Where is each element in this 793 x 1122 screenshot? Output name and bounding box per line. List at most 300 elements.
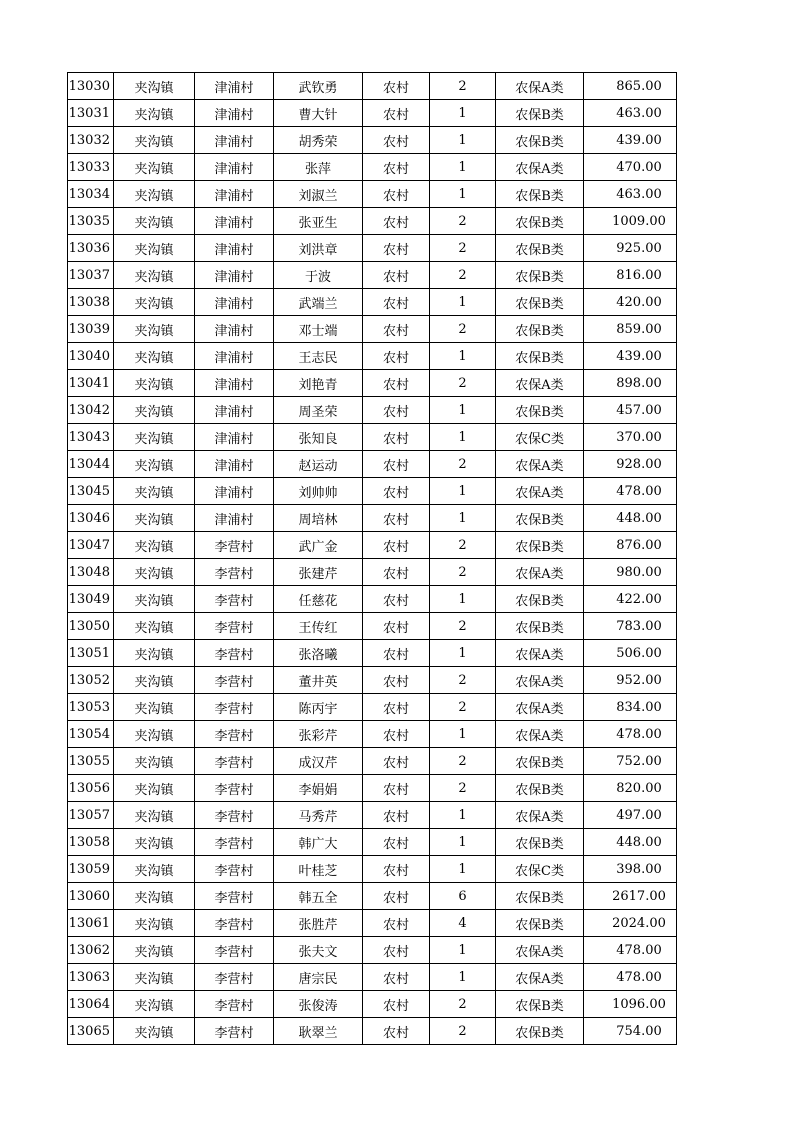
household-type-cell: 农村 xyxy=(363,370,430,397)
village-cell: 李营村 xyxy=(195,910,274,937)
amount-cell: 478.00 xyxy=(584,478,677,505)
person-name-cell: 张洛曦 xyxy=(274,640,363,667)
household-type-cell: 农村 xyxy=(363,1018,430,1045)
roster-table-body xyxy=(68,73,677,1045)
person-name-cell: 于波 xyxy=(274,262,363,289)
member-count-cell: 1 xyxy=(430,424,496,451)
table-row xyxy=(68,316,677,343)
member-count-cell: 2 xyxy=(430,451,496,478)
amount-cell: 754.00 xyxy=(584,1018,677,1045)
record-id-cell: 13065 xyxy=(68,1018,114,1045)
table-row xyxy=(68,424,677,451)
household-type-cell: 农村 xyxy=(363,73,430,100)
person-name-cell: 刘帅帅 xyxy=(274,478,363,505)
member-count-cell: 2 xyxy=(430,73,496,100)
amount-cell: 752.00 xyxy=(584,748,677,775)
village-cell: 津浦村 xyxy=(195,73,274,100)
member-count-cell: 2 xyxy=(430,532,496,559)
person-name-cell: 胡秀荣 xyxy=(274,127,363,154)
village-cell: 李营村 xyxy=(195,937,274,964)
household-type-cell: 农村 xyxy=(363,964,430,991)
amount-cell: 859.00 xyxy=(584,316,677,343)
insurance-category-cell: 农保B类 xyxy=(496,748,584,775)
village-cell: 李营村 xyxy=(195,856,274,883)
member-count-cell: 4 xyxy=(430,910,496,937)
household-type-cell: 农村 xyxy=(363,802,430,829)
table-row xyxy=(68,154,677,181)
village-cell: 李营村 xyxy=(195,964,274,991)
member-count-cell: 1 xyxy=(430,397,496,424)
household-type-cell: 农村 xyxy=(363,721,430,748)
village-cell: 李营村 xyxy=(195,991,274,1018)
insurance-category-cell: 农保A类 xyxy=(496,802,584,829)
table-row xyxy=(68,127,677,154)
person-name-cell: 张夫文 xyxy=(274,937,363,964)
insurance-category-cell: 农保A类 xyxy=(496,640,584,667)
village-cell: 津浦村 xyxy=(195,181,274,208)
person-name-cell: 武广金 xyxy=(274,532,363,559)
township-cell: 夹沟镇 xyxy=(114,856,195,883)
insurance-category-cell: 农保B类 xyxy=(496,829,584,856)
member-count-cell: 1 xyxy=(430,289,496,316)
household-type-cell: 农村 xyxy=(363,613,430,640)
insurance-category-cell: 农保B类 xyxy=(496,532,584,559)
table-row xyxy=(68,343,677,370)
amount-cell: 506.00 xyxy=(584,640,677,667)
village-cell: 李营村 xyxy=(195,694,274,721)
person-name-cell: 武端兰 xyxy=(274,289,363,316)
person-name-cell: 唐宗民 xyxy=(274,964,363,991)
village-cell: 津浦村 xyxy=(195,100,274,127)
household-type-cell: 农村 xyxy=(363,262,430,289)
person-name-cell: 曹大针 xyxy=(274,100,363,127)
insurance-category-cell: 农保A类 xyxy=(496,478,584,505)
household-type-cell: 农村 xyxy=(363,100,430,127)
person-name-cell: 周圣荣 xyxy=(274,397,363,424)
record-id-cell: 13059 xyxy=(68,856,114,883)
amount-cell: 470.00 xyxy=(584,154,677,181)
insurance-category-cell: 农保B类 xyxy=(496,343,584,370)
insurance-category-cell: 农保B类 xyxy=(496,397,584,424)
table-row xyxy=(68,397,677,424)
record-id-cell: 13046 xyxy=(68,505,114,532)
record-id-cell: 13031 xyxy=(68,100,114,127)
person-name-cell: 邓士端 xyxy=(274,316,363,343)
amount-cell: 834.00 xyxy=(584,694,677,721)
person-name-cell: 刘艳青 xyxy=(274,370,363,397)
table-row xyxy=(68,829,677,856)
township-cell: 夹沟镇 xyxy=(114,73,195,100)
household-type-cell: 农村 xyxy=(363,235,430,262)
household-type-cell: 农村 xyxy=(363,694,430,721)
household-type-cell: 农村 xyxy=(363,559,430,586)
village-cell: 李营村 xyxy=(195,802,274,829)
record-id-cell: 13064 xyxy=(68,991,114,1018)
township-cell: 夹沟镇 xyxy=(114,721,195,748)
table-row xyxy=(68,73,677,100)
insurance-category-cell: 农保A类 xyxy=(496,154,584,181)
person-name-cell: 成汉芹 xyxy=(274,748,363,775)
insurance-category-cell: 农保C类 xyxy=(496,856,584,883)
household-type-cell: 农村 xyxy=(363,640,430,667)
township-cell: 夹沟镇 xyxy=(114,505,195,532)
amount-cell: 820.00 xyxy=(584,775,677,802)
person-name-cell: 赵运动 xyxy=(274,451,363,478)
village-cell: 津浦村 xyxy=(195,262,274,289)
household-type-cell: 农村 xyxy=(363,505,430,532)
member-count-cell: 2 xyxy=(430,316,496,343)
township-cell: 夹沟镇 xyxy=(114,937,195,964)
member-count-cell: 2 xyxy=(430,991,496,1018)
record-id-cell: 13061 xyxy=(68,910,114,937)
member-count-cell: 1 xyxy=(430,127,496,154)
amount-cell: 1009.00 xyxy=(584,208,677,235)
record-id-cell: 13060 xyxy=(68,883,114,910)
household-type-cell: 农村 xyxy=(363,937,430,964)
village-cell: 李营村 xyxy=(195,883,274,910)
township-cell: 夹沟镇 xyxy=(114,343,195,370)
household-type-cell: 农村 xyxy=(363,289,430,316)
village-cell: 李营村 xyxy=(195,559,274,586)
insurance-category-cell: 农保B类 xyxy=(496,775,584,802)
township-cell: 夹沟镇 xyxy=(114,883,195,910)
record-id-cell: 13049 xyxy=(68,586,114,613)
village-cell: 津浦村 xyxy=(195,451,274,478)
household-type-cell: 农村 xyxy=(363,181,430,208)
township-cell: 夹沟镇 xyxy=(114,829,195,856)
table-row xyxy=(68,775,677,802)
person-name-cell: 张萍 xyxy=(274,154,363,181)
person-name-cell: 张彩芹 xyxy=(274,721,363,748)
record-id-cell: 13043 xyxy=(68,424,114,451)
table-row xyxy=(68,910,677,937)
table-row xyxy=(68,1018,677,1045)
member-count-cell: 2 xyxy=(430,667,496,694)
record-id-cell: 13062 xyxy=(68,937,114,964)
table-row xyxy=(68,640,677,667)
township-cell: 夹沟镇 xyxy=(114,100,195,127)
township-cell: 夹沟镇 xyxy=(114,289,195,316)
table-row xyxy=(68,883,677,910)
table-row xyxy=(68,505,677,532)
village-cell: 津浦村 xyxy=(195,424,274,451)
insurance-category-cell: 农保A类 xyxy=(496,721,584,748)
insurance-category-cell: 农保B类 xyxy=(496,235,584,262)
person-name-cell: 韩五全 xyxy=(274,883,363,910)
person-name-cell: 耿翠兰 xyxy=(274,1018,363,1045)
township-cell: 夹沟镇 xyxy=(114,208,195,235)
record-id-cell: 13056 xyxy=(68,775,114,802)
household-type-cell: 农村 xyxy=(363,424,430,451)
insurance-category-cell: 农保A类 xyxy=(496,937,584,964)
person-name-cell: 叶桂芝 xyxy=(274,856,363,883)
record-id-cell: 13047 xyxy=(68,532,114,559)
amount-cell: 816.00 xyxy=(584,262,677,289)
township-cell: 夹沟镇 xyxy=(114,775,195,802)
member-count-cell: 1 xyxy=(430,343,496,370)
insurance-category-cell: 农保B类 xyxy=(496,505,584,532)
member-count-cell: 2 xyxy=(430,1018,496,1045)
township-cell: 夹沟镇 xyxy=(114,991,195,1018)
person-name-cell: 刘洪章 xyxy=(274,235,363,262)
household-type-cell: 农村 xyxy=(363,883,430,910)
amount-cell: 478.00 xyxy=(584,937,677,964)
household-type-cell: 农村 xyxy=(363,532,430,559)
table-row xyxy=(68,100,677,127)
household-type-cell: 农村 xyxy=(363,829,430,856)
insurance-category-cell: 农保B类 xyxy=(496,289,584,316)
member-count-cell: 6 xyxy=(430,883,496,910)
amount-cell: 898.00 xyxy=(584,370,677,397)
household-type-cell: 农村 xyxy=(363,478,430,505)
table-row xyxy=(68,991,677,1018)
record-id-cell: 13048 xyxy=(68,559,114,586)
household-type-cell: 农村 xyxy=(363,856,430,883)
table-row xyxy=(68,748,677,775)
table-row xyxy=(68,181,677,208)
insurance-category-cell: 农保B类 xyxy=(496,100,584,127)
person-name-cell: 张俊涛 xyxy=(274,991,363,1018)
village-cell: 李营村 xyxy=(195,748,274,775)
household-type-cell: 农村 xyxy=(363,208,430,235)
record-id-cell: 13042 xyxy=(68,397,114,424)
member-count-cell: 2 xyxy=(430,262,496,289)
township-cell: 夹沟镇 xyxy=(114,802,195,829)
table-row xyxy=(68,478,677,505)
table-row xyxy=(68,208,677,235)
insurance-category-cell: 农保A类 xyxy=(496,73,584,100)
household-type-cell: 农村 xyxy=(363,748,430,775)
table-row xyxy=(68,262,677,289)
table-row xyxy=(68,937,677,964)
township-cell: 夹沟镇 xyxy=(114,694,195,721)
member-count-cell: 1 xyxy=(430,802,496,829)
table-row xyxy=(68,856,677,883)
village-cell: 津浦村 xyxy=(195,127,274,154)
insurance-category-cell: 农保B类 xyxy=(496,586,584,613)
record-id-cell: 13030 xyxy=(68,73,114,100)
amount-cell: 925.00 xyxy=(584,235,677,262)
insurance-category-cell: 农保B类 xyxy=(496,1018,584,1045)
amount-cell: 2024.00 xyxy=(584,910,677,937)
amount-cell: 478.00 xyxy=(584,964,677,991)
insurance-category-cell: 农保A类 xyxy=(496,451,584,478)
amount-cell: 370.00 xyxy=(584,424,677,451)
table-row xyxy=(68,964,677,991)
amount-cell: 980.00 xyxy=(584,559,677,586)
township-cell: 夹沟镇 xyxy=(114,451,195,478)
township-cell: 夹沟镇 xyxy=(114,1018,195,1045)
insurance-category-cell: 农保A类 xyxy=(496,964,584,991)
amount-cell: 448.00 xyxy=(584,829,677,856)
person-name-cell: 武钦勇 xyxy=(274,73,363,100)
table-row xyxy=(68,667,677,694)
village-cell: 李营村 xyxy=(195,829,274,856)
person-name-cell: 陈丙宇 xyxy=(274,694,363,721)
amount-cell: 876.00 xyxy=(584,532,677,559)
member-count-cell: 2 xyxy=(430,235,496,262)
township-cell: 夹沟镇 xyxy=(114,910,195,937)
record-id-cell: 13033 xyxy=(68,154,114,181)
person-name-cell: 张知良 xyxy=(274,424,363,451)
amount-cell: 457.00 xyxy=(584,397,677,424)
village-cell: 津浦村 xyxy=(195,343,274,370)
township-cell: 夹沟镇 xyxy=(114,154,195,181)
record-id-cell: 13039 xyxy=(68,316,114,343)
person-name-cell: 马秀芹 xyxy=(274,802,363,829)
amount-cell: 439.00 xyxy=(584,127,677,154)
member-count-cell: 1 xyxy=(430,586,496,613)
household-type-cell: 农村 xyxy=(363,910,430,937)
insurance-category-cell: 农保B类 xyxy=(496,991,584,1018)
village-cell: 津浦村 xyxy=(195,397,274,424)
member-count-cell: 1 xyxy=(430,937,496,964)
village-cell: 李营村 xyxy=(195,667,274,694)
table-row xyxy=(68,451,677,478)
record-id-cell: 13055 xyxy=(68,748,114,775)
amount-cell: 420.00 xyxy=(584,289,677,316)
township-cell: 夹沟镇 xyxy=(114,316,195,343)
person-name-cell: 李娟娟 xyxy=(274,775,363,802)
village-cell: 李营村 xyxy=(195,586,274,613)
household-type-cell: 农村 xyxy=(363,343,430,370)
township-cell: 夹沟镇 xyxy=(114,559,195,586)
township-cell: 夹沟镇 xyxy=(114,370,195,397)
amount-cell: 398.00 xyxy=(584,856,677,883)
record-id-cell: 13040 xyxy=(68,343,114,370)
table-row xyxy=(68,613,677,640)
record-id-cell: 13037 xyxy=(68,262,114,289)
township-cell: 夹沟镇 xyxy=(114,640,195,667)
household-type-cell: 农村 xyxy=(363,127,430,154)
township-cell: 夹沟镇 xyxy=(114,235,195,262)
table-row xyxy=(68,559,677,586)
village-cell: 李营村 xyxy=(195,613,274,640)
village-cell: 津浦村 xyxy=(195,289,274,316)
member-count-cell: 2 xyxy=(430,559,496,586)
person-name-cell: 王志民 xyxy=(274,343,363,370)
township-cell: 夹沟镇 xyxy=(114,262,195,289)
village-cell: 津浦村 xyxy=(195,316,274,343)
member-count-cell: 2 xyxy=(430,775,496,802)
member-count-cell: 2 xyxy=(430,208,496,235)
record-id-cell: 13045 xyxy=(68,478,114,505)
village-cell: 津浦村 xyxy=(195,370,274,397)
amount-cell: 783.00 xyxy=(584,613,677,640)
township-cell: 夹沟镇 xyxy=(114,613,195,640)
amount-cell: 952.00 xyxy=(584,667,677,694)
township-cell: 夹沟镇 xyxy=(114,667,195,694)
person-name-cell: 韩广大 xyxy=(274,829,363,856)
insurance-category-cell: 农保A类 xyxy=(496,370,584,397)
person-name-cell: 任慈花 xyxy=(274,586,363,613)
amount-cell: 439.00 xyxy=(584,343,677,370)
township-cell: 夹沟镇 xyxy=(114,181,195,208)
record-id-cell: 13035 xyxy=(68,208,114,235)
township-cell: 夹沟镇 xyxy=(114,532,195,559)
household-type-cell: 农村 xyxy=(363,667,430,694)
amount-cell: 2617.00 xyxy=(584,883,677,910)
table-row xyxy=(68,586,677,613)
record-id-cell: 13053 xyxy=(68,694,114,721)
household-type-cell: 农村 xyxy=(363,154,430,181)
table-row xyxy=(68,289,677,316)
member-count-cell: 1 xyxy=(430,154,496,181)
township-cell: 夹沟镇 xyxy=(114,478,195,505)
insurance-category-cell: 农保A类 xyxy=(496,559,584,586)
record-id-cell: 13054 xyxy=(68,721,114,748)
record-id-cell: 13041 xyxy=(68,370,114,397)
village-cell: 津浦村 xyxy=(195,154,274,181)
amount-cell: 928.00 xyxy=(584,451,677,478)
insurance-category-cell: 农保B类 xyxy=(496,181,584,208)
roster-table xyxy=(67,72,677,1045)
person-name-cell: 张胜芹 xyxy=(274,910,363,937)
village-cell: 李营村 xyxy=(195,640,274,667)
amount-cell: 865.00 xyxy=(584,73,677,100)
member-count-cell: 1 xyxy=(430,505,496,532)
township-cell: 夹沟镇 xyxy=(114,424,195,451)
amount-cell: 422.00 xyxy=(584,586,677,613)
insurance-category-cell: 农保B类 xyxy=(496,127,584,154)
township-cell: 夹沟镇 xyxy=(114,397,195,424)
record-id-cell: 13052 xyxy=(68,667,114,694)
insurance-category-cell: 农保B类 xyxy=(496,613,584,640)
member-count-cell: 1 xyxy=(430,829,496,856)
township-cell: 夹沟镇 xyxy=(114,586,195,613)
village-cell: 李营村 xyxy=(195,775,274,802)
township-cell: 夹沟镇 xyxy=(114,748,195,775)
insurance-category-cell: 农保C类 xyxy=(496,424,584,451)
table-row xyxy=(68,694,677,721)
amount-cell: 478.00 xyxy=(584,721,677,748)
member-count-cell: 1 xyxy=(430,721,496,748)
insurance-category-cell: 农保B类 xyxy=(496,910,584,937)
member-count-cell: 1 xyxy=(430,640,496,667)
insurance-category-cell: 农保A类 xyxy=(496,667,584,694)
township-cell: 夹沟镇 xyxy=(114,964,195,991)
record-id-cell: 13057 xyxy=(68,802,114,829)
record-id-cell: 13050 xyxy=(68,613,114,640)
person-name-cell: 张建芹 xyxy=(274,559,363,586)
member-count-cell: 1 xyxy=(430,478,496,505)
record-id-cell: 13051 xyxy=(68,640,114,667)
amount-cell: 1096.00 xyxy=(584,991,677,1018)
record-id-cell: 13032 xyxy=(68,127,114,154)
person-name-cell: 王传红 xyxy=(274,613,363,640)
insurance-category-cell: 农保B类 xyxy=(496,883,584,910)
member-count-cell: 1 xyxy=(430,100,496,127)
record-id-cell: 13038 xyxy=(68,289,114,316)
record-id-cell: 13036 xyxy=(68,235,114,262)
amount-cell: 448.00 xyxy=(584,505,677,532)
member-count-cell: 2 xyxy=(430,748,496,775)
household-type-cell: 农村 xyxy=(363,586,430,613)
township-cell: 夹沟镇 xyxy=(114,127,195,154)
insurance-category-cell: 农保B类 xyxy=(496,316,584,343)
record-id-cell: 13044 xyxy=(68,451,114,478)
village-cell: 津浦村 xyxy=(195,235,274,262)
household-type-cell: 农村 xyxy=(363,397,430,424)
record-id-cell: 13063 xyxy=(68,964,114,991)
village-cell: 津浦村 xyxy=(195,478,274,505)
table-row xyxy=(68,532,677,559)
person-name-cell: 董井英 xyxy=(274,667,363,694)
member-count-cell: 2 xyxy=(430,694,496,721)
village-cell: 津浦村 xyxy=(195,208,274,235)
insurance-category-cell: 农保B类 xyxy=(496,208,584,235)
household-type-cell: 农村 xyxy=(363,991,430,1018)
